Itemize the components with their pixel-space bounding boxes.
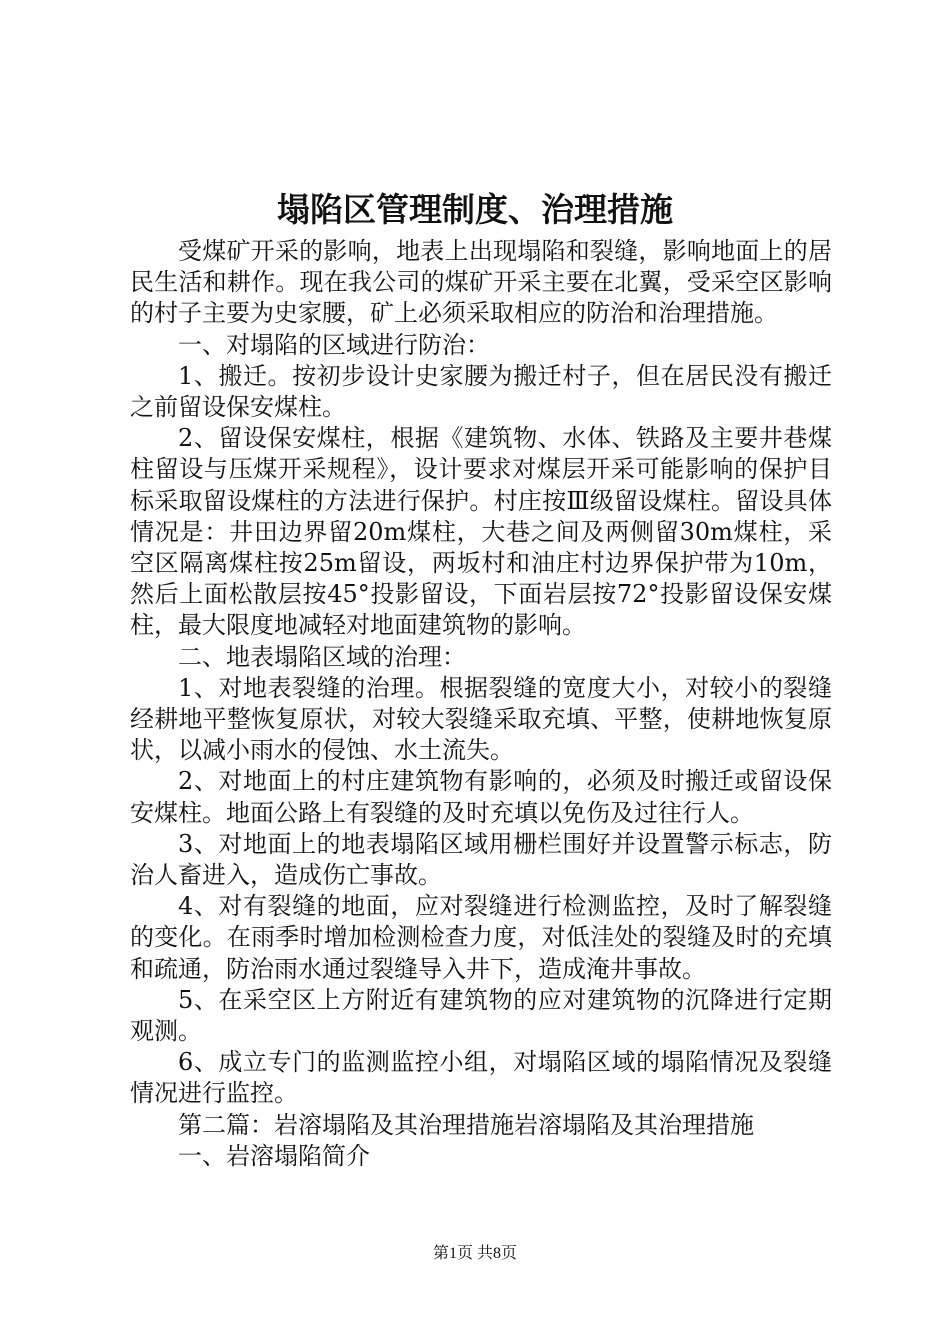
section-heading-karst-intro: 一、岩溶塌陷简介 [178, 1141, 370, 1170]
page-footer: 第1页 共8页 [432, 1245, 517, 1262]
paragraph-treatment-1: 1、对地表裂缝的治理。根据裂缝的宽度大小，对较小的裂缝经耕地平整恢复原状，对较大裂缝采取充填、平整，使耕地恢复原状，以减小雨水的侵蚀、水土流失。 [130, 673, 832, 765]
paragraph-safety-pillar: 2、留设保安煤柱，根据《建筑物、水体、铁路及主要井巷煤柱留设与压煤开采规程》，设计要求对煤层开采可能影响的保护目标采取留设煤柱的方法进行保护。村庄按Ⅲ级留设煤柱。留设具体情况是：井田边界留20m煤柱，大巷之间及两侧留30m煤柱，采空区隔离煤柱按25m留设，两坂村和油庄村边界保护带为10m，然后上面松散层按45°投影留设，下面岩层按72°投影留设保安煤柱，最大限度地减轻对地面建筑物的影响。 [130, 424, 832, 640]
paragraph-treatment-5: 5、在采空区上方附近有建筑物的应对建筑物的沉降进行定期观测。 [130, 985, 832, 1046]
paragraph-relocation: 1、搬迁。按初步设计史家腰为搬迁村子，但在居民没有搬迁之前留设保安煤柱。 [130, 361, 832, 422]
section-heading-prevention: 一、对塌陷的区域进行防治： [178, 330, 490, 359]
document-body [130, 236, 832, 1172]
paragraph-intro: 受煤矿开采的影响，地表上出现塌陷和裂缝，影响地面上的居民生活和耕作。现在我公司的煤矿开采主要在北翼，受采空区影响的村子主要为史家腰，矿上必须采取相应的防治和治理措施。 [130, 237, 832, 328]
document-title: 塌陷区管理制度、治理措施 [277, 190, 673, 229]
paragraph-treatment-6: 6、成立专门的监测监控小组，对塌陷区域的塌陷情况及裂缝情况进行监控。 [130, 1048, 832, 1108]
paragraph-treatment-2: 2、对地面上的村庄建筑物有影响的，必须及时搬迁或留设保安煤柱。地面公路上有裂缝的及时充填以免伤及过往行人。 [130, 767, 832, 827]
section-heading-treatment: 二、地表塌陷区域的治理： [178, 642, 466, 671]
section-heading-part-two: 第二篇：岩溶塌陷及其治理措施岩溶塌陷及其治理措施 [178, 1110, 754, 1139]
paragraph-treatment-4: 4、对有裂缝的地面，应对裂缝进行检测监控，及时了解裂缝的变化。在雨季时增加检测检查力度，对低洼处的裂缝及时的充填和疏通，防治雨水通过裂缝导入井下，造成淹井事故。 [130, 892, 832, 983]
paragraph-treatment-3: 3、对地面上的地表塌陷区域用栅栏围好并设置警示标志，防治人畜进入，造成伤亡事故。 [130, 829, 832, 890]
